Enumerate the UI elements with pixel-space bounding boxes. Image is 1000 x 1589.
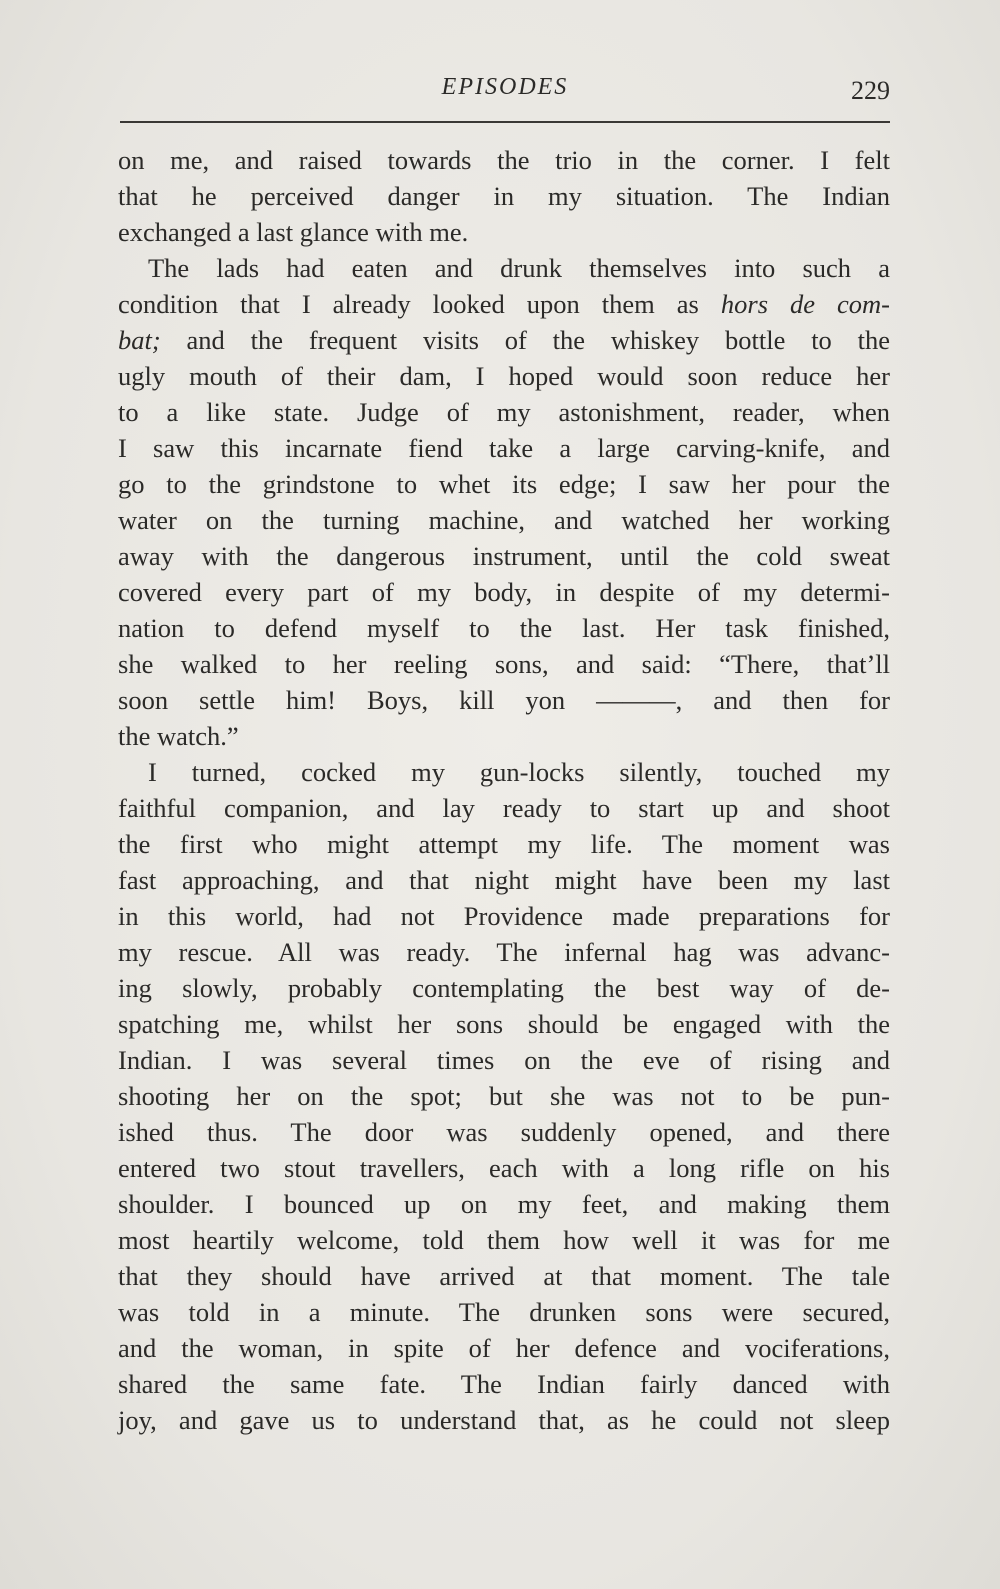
text-line: most heartily welcome, told them how well it was for me <box>118 1225 890 1255</box>
text-line: to a like state. Judge of my astonishment, reader, when <box>118 397 890 427</box>
text-line: shoulder. I bounced up on my feet, and making them <box>118 1189 890 1219</box>
text-line: the first who might attempt my life. The moment was <box>118 829 890 859</box>
text-line: exchanged a last glance with me. <box>118 217 469 247</box>
text-line: go to the grindstone to whet its edge; I saw her pour the <box>118 469 890 499</box>
italic-phrase: hors de com- <box>720 289 890 319</box>
text-line: was told in a minute. The drunken sons were secured, <box>118 1297 890 1327</box>
text-line: away with the dangerous instrument, until the cold sweat <box>118 541 890 571</box>
text-line: that they should have arrived at that moment. The tale <box>118 1261 890 1291</box>
text-span: and the frequent visits of the whiskey bottle to the <box>186 325 891 355</box>
italic-phrase: bat; <box>118 325 161 355</box>
text-line: fast approaching, and that night might have been my last <box>118 865 890 895</box>
page-header <box>120 70 890 110</box>
text-span: condition that I already looked upon them as <box>118 289 699 319</box>
header-rule <box>120 121 890 123</box>
text-line <box>118 322 890 358</box>
text-line: she walked to her reeling sons, and said: “There, that’ll <box>118 649 890 679</box>
text-line: entered two stout travellers, each with a long rifle on his <box>118 1153 890 1183</box>
text-line: soon settle him! Boys, kill yon ———, and then for <box>118 685 890 715</box>
text-line: ished thus. The door was suddenly opened, and there <box>118 1117 890 1147</box>
text-line: ing slowly, probably contemplating the best way of de- <box>118 973 890 1003</box>
text-line: my rescue. All was ready. The infernal hag was advanc- <box>118 937 890 967</box>
text-line: shared the same fate. The Indian fairly danced with <box>118 1369 890 1399</box>
text-line: nation to defend myself to the last. Her task finished, <box>118 613 890 643</box>
text-line: joy, and gave us to understand that, as he could not sleep <box>118 1405 890 1435</box>
text-line: The lads had eaten and drunk themselves into such a <box>148 253 890 283</box>
text-line: I turned, cocked my gun-locks silently, touched my <box>148 757 890 787</box>
body-text <box>118 142 890 1438</box>
text-line: on me, and raised towards the trio in the corner. I felt <box>118 145 890 175</box>
text-line: that he perceived danger in my situation. The Indian <box>118 181 890 211</box>
text-line: covered every part of my body, in despite of my determi- <box>118 577 890 607</box>
page-number: 229 <box>851 76 890 105</box>
text-line: the watch.” <box>118 721 239 751</box>
text-line: and the woman, in spite of her defence and vociferations, <box>118 1333 890 1363</box>
text-line: shooting her on the spot; but she was not to be pun- <box>118 1081 890 1111</box>
text-line: faithful companion, and lay ready to start up and shoot <box>118 793 890 823</box>
running-title: EPISODES <box>441 74 569 100</box>
text-line: ugly mouth of their dam, I hoped would soon reduce her <box>118 361 890 391</box>
text-line: I saw this incarnate fiend take a large carving-knife, and <box>118 433 890 463</box>
text-line: in this world, had not Providence made preparations for <box>118 901 890 931</box>
text-line <box>118 286 890 322</box>
text-line: Indian. I was several times on the eve of rising and <box>118 1045 890 1075</box>
text-line: spatching me, whilst her sons should be engaged with the <box>118 1009 890 1039</box>
text-line: water on the turning machine, and watched her working <box>118 505 890 535</box>
